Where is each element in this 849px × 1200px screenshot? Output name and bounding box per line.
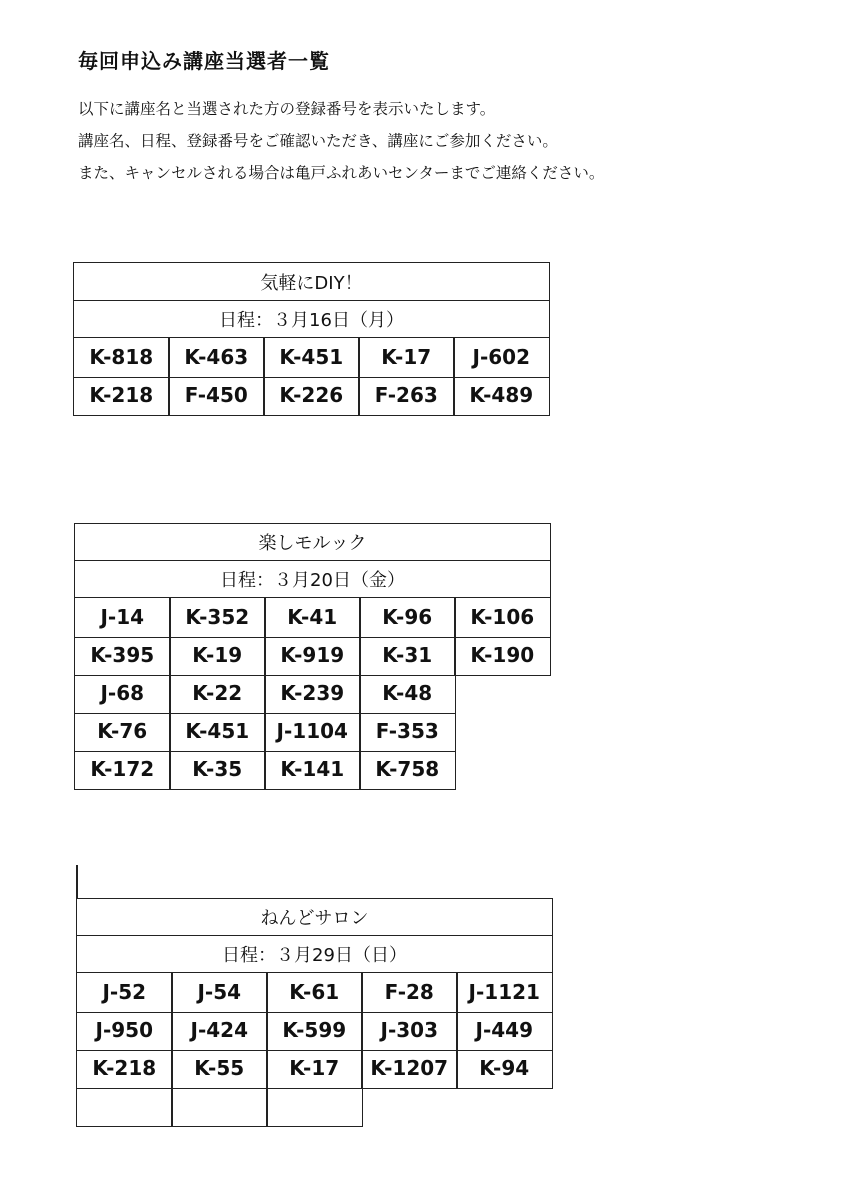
empty-cell xyxy=(266,1087,363,1127)
course-table-molkky xyxy=(74,523,551,788)
registration-number: K-218 xyxy=(76,1049,173,1089)
registration-number: K-94 xyxy=(456,1049,553,1089)
registration-number-grid xyxy=(74,598,551,788)
registration-number: J-424 xyxy=(171,1011,268,1051)
registration-number: J-449 xyxy=(456,1011,553,1051)
course-name: ねんどサロン xyxy=(76,898,553,936)
registration-number: K-48 xyxy=(359,674,456,714)
registration-number: K-919 xyxy=(264,636,361,676)
empty-cell xyxy=(76,1087,173,1127)
registration-number: K-106 xyxy=(454,598,551,638)
registration-number: K-61 xyxy=(266,973,363,1013)
registration-number: J-1121 xyxy=(456,973,553,1013)
registration-number: K-395 xyxy=(74,636,171,676)
registration-number: K-55 xyxy=(171,1049,268,1089)
course-date: 日程：３月16日（月） xyxy=(73,301,550,338)
registration-number: K-599 xyxy=(266,1011,363,1051)
registration-number: J-1104 xyxy=(264,712,361,752)
registration-number-grid xyxy=(73,338,550,414)
registration-number: K-96 xyxy=(359,598,456,638)
registration-number: J-68 xyxy=(74,674,171,714)
course-table-diy xyxy=(73,262,550,414)
registration-number: K-239 xyxy=(264,674,361,714)
course-date: 日程：３月29日（日） xyxy=(76,936,553,973)
registration-number-grid xyxy=(76,973,553,1125)
registration-number: J-602 xyxy=(453,338,550,378)
registration-number: K-190 xyxy=(454,636,551,676)
registration-number: J-950 xyxy=(76,1011,173,1051)
registration-number: K-35 xyxy=(169,750,266,790)
registration-number: K-758 xyxy=(359,750,456,790)
divider-line xyxy=(76,865,78,899)
registration-number: K-451 xyxy=(169,712,266,752)
intro-line: 以下に講座名と当選された方の登録番号を表示いたします。 xyxy=(78,100,496,118)
registration-number: K-19 xyxy=(169,636,266,676)
registration-number: J-14 xyxy=(74,598,171,638)
registration-number: K-17 xyxy=(358,338,455,378)
intro-text xyxy=(78,93,818,189)
registration-number: K-218 xyxy=(73,376,170,416)
registration-number: F-263 xyxy=(358,376,455,416)
registration-number: J-54 xyxy=(171,973,268,1013)
registration-number: K-226 xyxy=(263,376,360,416)
registration-number: K-22 xyxy=(169,674,266,714)
registration-number: K-1207 xyxy=(361,1049,458,1089)
registration-number: K-141 xyxy=(264,750,361,790)
registration-number: J-303 xyxy=(361,1011,458,1051)
registration-number: K-352 xyxy=(169,598,266,638)
registration-number: K-76 xyxy=(74,712,171,752)
page-title: 毎回申込み講座当選者一覧 xyxy=(78,49,330,73)
registration-number: K-489 xyxy=(453,376,550,416)
registration-number: F-353 xyxy=(359,712,456,752)
registration-number: K-463 xyxy=(168,338,265,378)
course-table-clay xyxy=(76,898,553,1125)
registration-number: K-818 xyxy=(73,338,170,378)
registration-number: K-41 xyxy=(264,598,361,638)
registration-number: K-17 xyxy=(266,1049,363,1089)
registration-number: F-450 xyxy=(168,376,265,416)
course-name: 楽しモルック xyxy=(74,523,551,561)
registration-number: J-52 xyxy=(76,973,173,1013)
course-date: 日程：３月20日（金） xyxy=(74,561,551,598)
registration-number: K-31 xyxy=(359,636,456,676)
intro-line: また、キャンセルされる場合は亀戸ふれあいセンターまでご連絡ください。 xyxy=(78,164,605,182)
registration-number: F-28 xyxy=(361,973,458,1013)
registration-number: K-451 xyxy=(263,338,360,378)
course-name: 気軽にDIY！ xyxy=(73,262,550,301)
registration-number: K-172 xyxy=(74,750,171,790)
intro-line: 講座名、日程、登録番号をご確認いただき、講座にご参加ください。 xyxy=(78,132,558,150)
empty-cell xyxy=(171,1087,268,1127)
